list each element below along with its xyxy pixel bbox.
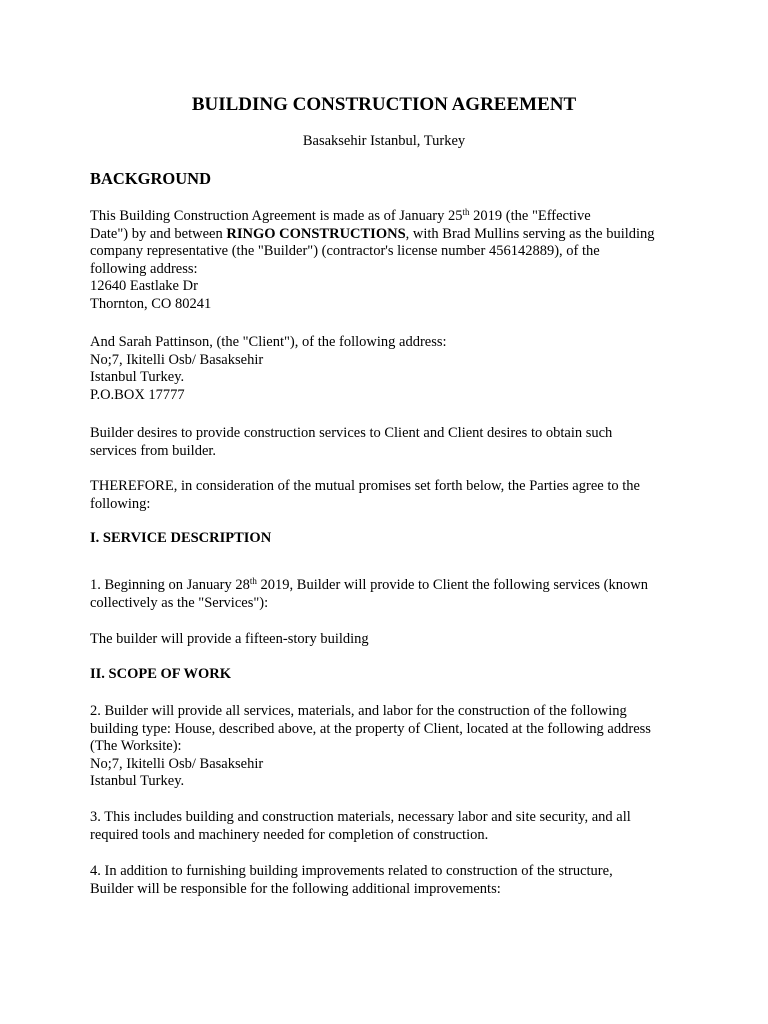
document-location: Basaksehir Istanbul, Turkey <box>302 133 466 149</box>
client-address-line: Istanbul Turkey. <box>90 369 185 385</box>
intro-paragraph <box>90 208 690 313</box>
service-text: 1. Beginning on January 28 <box>90 577 250 593</box>
service-detail-line: The builder will provide a fifteen-story building <box>90 631 369 647</box>
scope-paragraph-2 <box>90 703 690 791</box>
intro-text: , with Brad Mullins serving as the building <box>405 225 655 242</box>
service-line: collectively as the "Services"): <box>90 594 269 611</box>
builder-address-line: 12640 Eastlake Dr <box>90 278 198 294</box>
worksite-address-line: Istanbul Turkey. <box>90 773 185 789</box>
superscript: th <box>462 207 470 217</box>
desire-line: services from builder. <box>90 442 217 459</box>
client-paragraph <box>90 334 690 404</box>
background-heading: BACKGROUND <box>90 169 212 188</box>
client-address-line: No;7, Ikitelli Osb/ Basaksehir <box>90 351 264 368</box>
section-heading-scope-of-work: II. SCOPE OF WORK <box>90 666 231 682</box>
intro-text: This Building Construction Agreement is made as of January 25 <box>90 208 463 224</box>
scope-paragraph-3 <box>90 809 690 844</box>
therefore-line: THEREFORE, in consideration of the mutual promises set forth below, the Parties agree to the <box>90 478 640 494</box>
builder-company-name: RINGO CONSTRUCTIONS <box>226 225 406 242</box>
intro-line: following address: <box>90 260 198 277</box>
intro-line <box>90 208 690 226</box>
section-heading-service-description: I. SERVICE DESCRIPTION <box>90 530 272 546</box>
builder-address-line: Thornton, CO 80241 <box>90 295 212 312</box>
scope-line: building type: House, described above, at the property of Client, located at the following address <box>90 720 651 737</box>
service-paragraph <box>90 577 690 612</box>
intro-line: company representative (the "Builder") (contractor's license number 456142889), of the <box>90 243 600 259</box>
desire-paragraph <box>90 425 690 460</box>
intro-text: 2019 (the "Effective <box>469 208 591 224</box>
scope-line: (The Worksite): <box>90 738 182 754</box>
scope-line: Builder will be responsible for the following additional improvements: <box>90 880 501 897</box>
superscript: th <box>249 576 257 586</box>
scope-line: 4. In addition to furnishing building improvements related to construction of the structure, <box>90 863 613 879</box>
client-address-line: P.O.BOX 17777 <box>90 386 185 403</box>
service-line <box>90 577 690 595</box>
service-detail <box>90 631 690 649</box>
client-line: And Sarah Pattinson, (the "Client"), of the following address: <box>90 334 447 350</box>
worksite-address-line: No;7, Ikitelli Osb/ Basaksehir <box>90 755 264 772</box>
scope-line: required tools and machinery needed for completion of construction. <box>90 826 489 843</box>
service-text: 2019, Builder will provide to Client the following services (known <box>256 577 648 593</box>
scope-line: 3. This includes building and construction materials, necessary labor and site security, and all <box>90 809 631 825</box>
document-title: BUILDING CONSTRUCTION AGREEMENT <box>191 94 577 115</box>
scope-paragraph-4 <box>90 863 690 898</box>
therefore-line: following: <box>90 495 151 512</box>
intro-line <box>90 226 690 244</box>
therefore-paragraph <box>90 478 690 513</box>
intro-text: Date") by and between <box>90 225 227 242</box>
scope-line: 2. Builder will provide all services, materials, and labor for the construction of the following <box>90 703 627 719</box>
desire-line: Builder desires to provide construction services to Client and Client desires to obtain such <box>90 425 613 441</box>
